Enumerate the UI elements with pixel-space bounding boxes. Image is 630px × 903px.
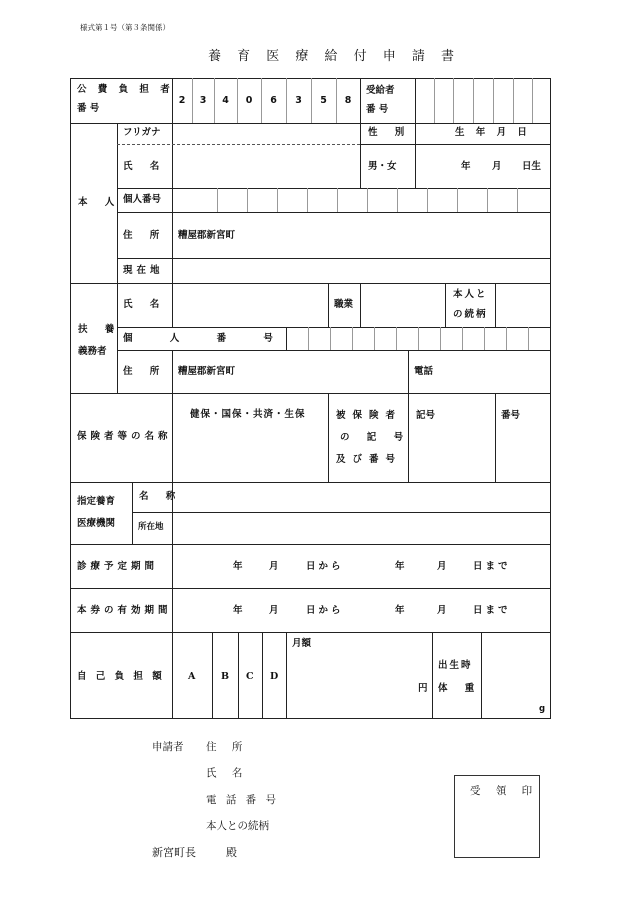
- person-name-label: 氏 名: [123, 161, 167, 172]
- birth-weight-label: 出生時: [438, 660, 473, 671]
- phone-input[interactable]: [440, 351, 550, 392]
- page-title: 養 育 医 療 給 付 申 請 書: [208, 49, 461, 64]
- institution-location-input[interactable]: [173, 513, 550, 543]
- recipient-number-input[interactable]: [416, 79, 550, 122]
- guardian-address-value[interactable]: 糟屋郡新宮町: [178, 366, 236, 377]
- guardian-section-label-2: 義務者: [78, 346, 107, 357]
- form-number: 様式第１号（第３条関係）: [80, 23, 170, 32]
- institution-name-label: 名 称: [139, 491, 183, 502]
- guardian-address-label: 住 所: [123, 366, 167, 377]
- copay-cell-c[interactable]: C: [246, 671, 254, 682]
- insured-number-label-3: 及び番号: [336, 454, 403, 465]
- burden-number-label: 公 費 負 担 者: [77, 84, 174, 95]
- person-id-label: 個人番号: [123, 194, 162, 205]
- applicant-name-input[interactable]: [250, 762, 430, 782]
- birthdate-label: 生 年 月 日: [455, 127, 531, 138]
- digit: 5: [320, 95, 327, 106]
- insured-number-label: 被保険者: [336, 410, 403, 421]
- birthdate-day: 日生: [522, 161, 542, 172]
- applicant-address-label: 住 所: [206, 741, 249, 753]
- monthly-label: 月額: [292, 638, 312, 649]
- recipient-number-label: 受給者: [366, 85, 395, 96]
- person-section-label: 本 人: [78, 197, 122, 208]
- burden-number-label-2: 番 号: [77, 103, 100, 114]
- schedule-to-day: 日まで: [473, 561, 511, 572]
- person-address-label: 住 所: [123, 230, 167, 241]
- institution-location-label: 所在地: [138, 522, 164, 532]
- occupation-label: 職業: [334, 299, 354, 310]
- person-address-value[interactable]: 糟屋郡新宮町: [178, 230, 236, 241]
- gender-label: 性 別: [368, 127, 412, 138]
- yen-unit: 円: [418, 683, 428, 694]
- institution-label: 指定養育: [77, 496, 116, 507]
- symbol-label: 記号: [416, 410, 436, 421]
- receipt-stamp-label: 受 領 印: [470, 785, 539, 797]
- number-input[interactable]: [496, 425, 550, 481]
- institution-label-2: 医療機関: [77, 518, 116, 529]
- applicant-label: 申請者: [152, 741, 184, 753]
- birth-weight-label-2: 体 重: [438, 683, 482, 694]
- monthly-amount-input[interactable]: [287, 652, 431, 718]
- number-label: 番号: [501, 410, 521, 421]
- insurance-types[interactable]: 健保・国保・共済・生保: [190, 409, 306, 420]
- validity-from-day: 日から: [306, 605, 344, 616]
- schedule-from-year: 年: [233, 561, 243, 572]
- schedule-to-year: 年: [395, 561, 405, 572]
- digit: 4: [222, 95, 229, 106]
- digit: 0: [245, 95, 253, 106]
- digit: 2: [178, 95, 186, 106]
- validity-from-year: 年: [233, 605, 243, 616]
- digit: 3: [199, 95, 207, 106]
- applicant-address-input[interactable]: [250, 736, 430, 756]
- digit: 3: [295, 95, 302, 106]
- copay-label: 自 己 負 担 額: [77, 671, 165, 682]
- furigana-input[interactable]: [173, 124, 359, 143]
- phone-label: 電話: [414, 366, 434, 377]
- burden-number-digits: [172, 96, 360, 110]
- schedule-from-month: 月: [269, 561, 279, 572]
- birthdate-year: 年: [461, 161, 471, 172]
- guardian-section-label: 扶 養: [78, 324, 122, 335]
- relation-label: 本人と: [453, 289, 488, 300]
- furigana-label: フリガナ: [123, 127, 161, 138]
- insurer-label: 保険者等の名称: [77, 431, 172, 442]
- digit: 6: [270, 95, 277, 106]
- institution-name-input[interactable]: [173, 483, 550, 511]
- copay-cell-d[interactable]: D: [270, 671, 279, 682]
- gram-unit: g: [539, 704, 546, 714]
- applicant-phone-input[interactable]: [290, 789, 430, 809]
- occupation-input[interactable]: [361, 284, 444, 326]
- relation-input[interactable]: [496, 284, 550, 326]
- guardian-name-input[interactable]: [173, 284, 327, 326]
- copay-cell-a[interactable]: A: [188, 671, 196, 682]
- birthdate-month: 月: [492, 161, 502, 172]
- guardian-id-label: 個 人 番 号: [123, 333, 290, 344]
- schedule-to-month: 月: [437, 561, 447, 572]
- insured-number-label-2: の 記 号: [340, 432, 411, 443]
- person-name-input[interactable]: [173, 145, 359, 187]
- recipient-number-label-2: 番 号: [366, 104, 389, 115]
- guardian-name-label: 氏 名: [123, 299, 167, 310]
- applicant-phone-label: 電 話 番 号: [206, 794, 280, 806]
- validity-to-day: 日まで: [473, 605, 511, 616]
- applicant-name-label: 氏 名: [206, 767, 249, 779]
- current-location-label: 現在地: [123, 265, 164, 276]
- guardian-id-input[interactable]: [287, 328, 550, 349]
- symbol-input[interactable]: [409, 425, 494, 481]
- schedule-label: 診療予定期間: [77, 561, 159, 572]
- applicant-relation-label: 本人との続柄: [206, 820, 269, 832]
- current-location-input[interactable]: [173, 259, 550, 282]
- gender-options[interactable]: 男・女: [368, 161, 397, 172]
- validity-from-month: 月: [269, 605, 279, 616]
- relation-label-2: の続柄: [453, 309, 488, 320]
- copay-cell-b[interactable]: B: [221, 671, 230, 682]
- validity-label: 本券の有効期間: [77, 605, 172, 616]
- person-id-input[interactable]: [173, 189, 550, 211]
- schedule-from-day: 日から: [306, 561, 344, 572]
- honorific: 殿: [226, 846, 237, 859]
- applicant-relation-input[interactable]: [290, 815, 430, 835]
- digit: 8: [344, 95, 352, 106]
- validity-to-year: 年: [395, 605, 405, 616]
- addressee: 新宮町長: [152, 846, 196, 859]
- validity-to-month: 月: [437, 605, 447, 616]
